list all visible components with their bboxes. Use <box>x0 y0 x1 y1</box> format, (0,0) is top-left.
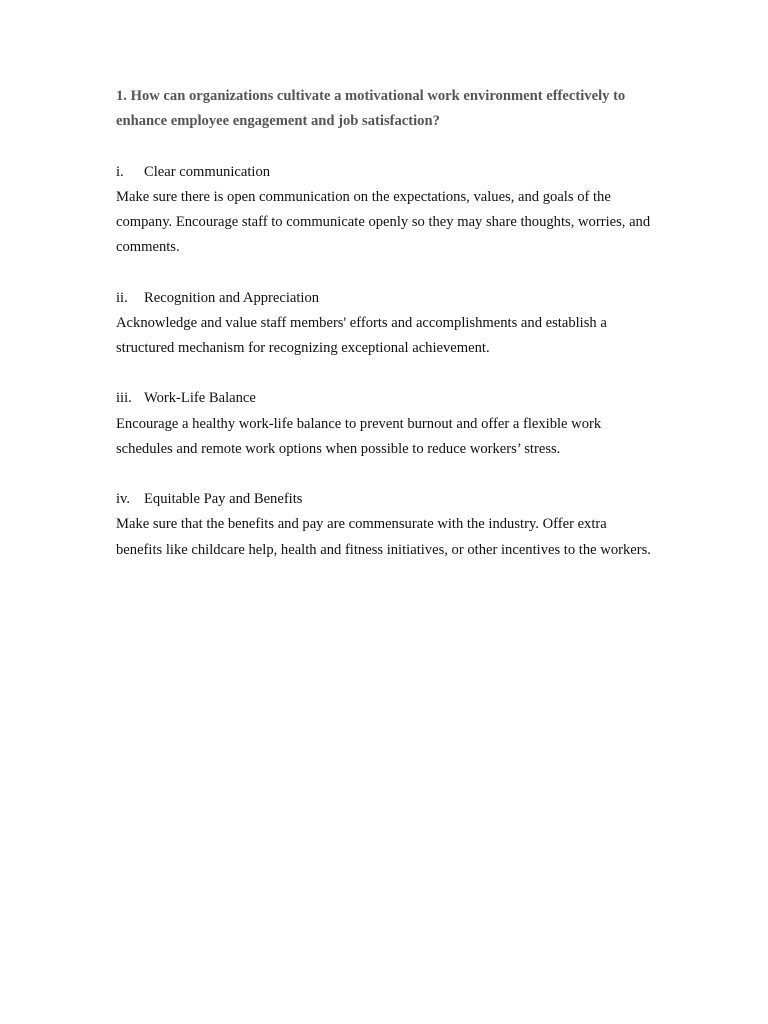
section-title: Recognition and Appreciation <box>144 289 320 306</box>
section-body: Encourage a healthy work-life balance to prevent burnout and offer a flexible work schedules and remote work options when possible to reduce workers’ stress. <box>116 415 602 457</box>
question-heading: 1. How can organizations cultivate a motivational work environment effectively to enhance employee engagement and job satisfaction? <box>116 88 626 130</box>
section-title: Work-Life Balance <box>144 390 256 407</box>
section-clear-communication <box>116 160 656 261</box>
section-body: Make sure there is open communication on the expectations, values, and goals of the company. Encourage staff to communicate openly so they may share thoughts, worries, and comments. <box>116 188 651 256</box>
section-work-life-balance <box>116 386 656 462</box>
section-heading <box>116 386 656 411</box>
section-recognition-appreciation <box>116 286 656 362</box>
section-heading <box>116 286 656 311</box>
section-title: Equitable Pay and Benefits <box>144 491 303 508</box>
section-heading <box>116 487 656 512</box>
section-body: Acknowledge and value staff members' efforts and accomplishments and establish a structured mechanism for recognizing exceptional achievement. <box>116 314 607 356</box>
section-equitable-pay-benefits <box>116 487 656 563</box>
section-title: Clear communication <box>144 163 271 180</box>
document-content <box>116 84 656 563</box>
section-numeral: iv. <box>116 491 131 508</box>
section-numeral: ii. <box>116 289 128 306</box>
section-numeral: i. <box>116 163 124 180</box>
section-numeral: iii. <box>116 390 132 407</box>
section-body: Make sure that the benefits and pay are commensurate with the industry. Offer extra benefits like childcare help, health and fitness initiatives, or other incentives to the workers. <box>116 516 651 558</box>
section-heading <box>116 160 656 185</box>
